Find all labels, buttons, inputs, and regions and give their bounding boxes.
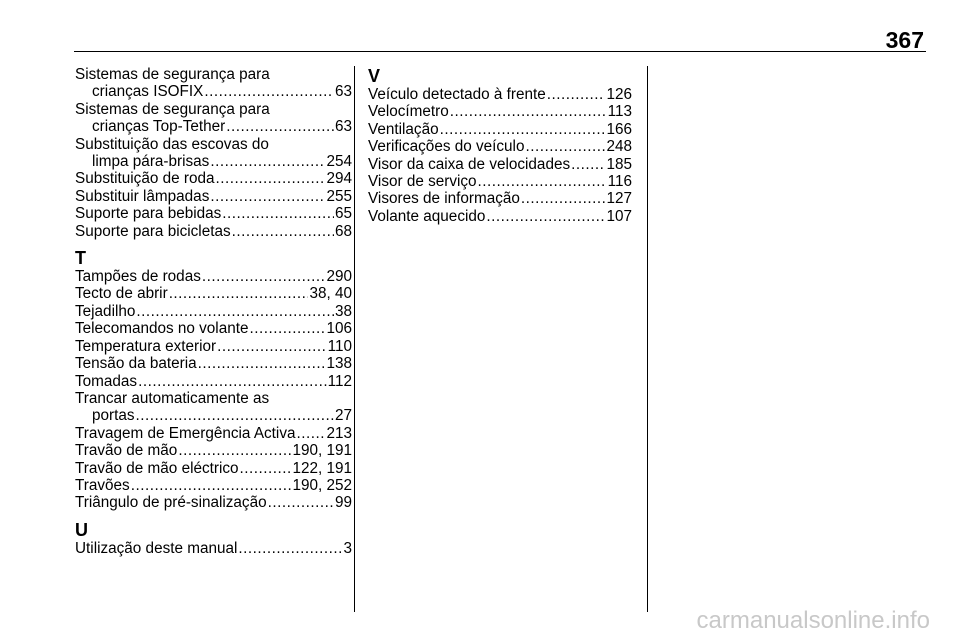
- index-entry-label: Travagem de Emergência Activa: [75, 424, 296, 442]
- index-entry-label: Visores de informação: [368, 190, 520, 208]
- index-entry-page: 112: [327, 372, 352, 390]
- index-entry-page: 116: [607, 173, 632, 191]
- index-entry-page: 110: [327, 337, 352, 355]
- dot-leader: [547, 86, 606, 103]
- dot-leader: [210, 153, 325, 170]
- index-entry-label: Volante aquecido: [368, 207, 486, 225]
- index-entry-page: 248: [606, 138, 632, 156]
- index-entry: [75, 188, 352, 205]
- index-entry-page: 107: [606, 207, 632, 225]
- dot-leader: [478, 173, 607, 190]
- index-entry-label: Tecto de abrir: [75, 285, 168, 303]
- index-entry-label: Substituição de roda: [75, 170, 215, 188]
- index-entry-page: 213: [326, 424, 352, 442]
- index-entry-page: 255: [326, 187, 352, 205]
- dot-leader: [217, 338, 326, 355]
- index-entry-label: Veículo detectado à frente: [368, 86, 546, 103]
- index-group-v: [368, 86, 632, 225]
- index-entry-label: Velocímetro: [368, 103, 449, 121]
- index-group-s: [75, 66, 352, 240]
- index-entry-page: 113: [607, 103, 632, 121]
- index-entry: [368, 173, 632, 190]
- index-entry-page: 63: [334, 118, 352, 136]
- index-entry: [368, 156, 632, 173]
- dot-leader: [169, 285, 309, 302]
- index-entry-page: 27: [334, 407, 352, 425]
- index-entry-page: 122, 191: [292, 459, 352, 477]
- index-entry-label: limpa pára-brisas: [92, 153, 210, 171]
- index-entry: [75, 303, 352, 320]
- index-entry: [75, 153, 352, 170]
- index-entry-page: 138: [326, 355, 352, 373]
- index-entry-page: 290: [326, 268, 352, 286]
- index-entry-page: 294: [326, 170, 352, 188]
- index-entry: [75, 494, 352, 511]
- dot-leader: [202, 268, 326, 285]
- index-entry-label: Tampões de rodas: [75, 268, 201, 286]
- index-entry: [75, 373, 352, 390]
- dot-leader: [571, 156, 605, 173]
- index-entry-page: 106: [326, 320, 352, 338]
- index-entry-page: 38, 40: [309, 285, 352, 303]
- index-entry: [75, 407, 352, 424]
- index-entry-label: Ventilação: [368, 120, 439, 138]
- index-entry-page: 63: [334, 83, 352, 101]
- index-entry-page: 190, 252: [292, 476, 352, 494]
- watermark: carmanualsonline.info: [696, 607, 930, 634]
- dot-leader: [450, 103, 607, 120]
- index-entry-label: Travão de mão: [75, 442, 178, 460]
- index-entry-label: portas: [92, 407, 135, 425]
- index-entry-page: 254: [326, 153, 352, 171]
- index-entry-page: 3: [343, 539, 352, 557]
- index-entry-label: Tensão da bateria: [75, 355, 197, 373]
- dot-leader: [226, 118, 334, 135]
- index-entry: [75, 355, 352, 372]
- dot-leader: [138, 373, 327, 390]
- index-entry: [75, 477, 352, 494]
- dot-leader: [238, 540, 342, 557]
- index-entry-label: Travão de mão eléctrico: [75, 459, 239, 477]
- column-divider-right: [647, 66, 648, 612]
- index-entry-label: Suporte para bebidas: [75, 205, 222, 223]
- index-letter-v: V: [368, 66, 381, 86]
- dot-leader: [232, 223, 334, 240]
- dot-leader: [521, 190, 606, 207]
- index-entry-label: Suporte para bicicletas: [75, 222, 231, 240]
- dot-leader: [486, 208, 605, 225]
- index-entry: [75, 268, 352, 285]
- index-entry: [368, 208, 632, 225]
- dot-leader: [136, 303, 334, 320]
- index-entry-label: Sistemas de segurança para: [75, 66, 270, 83]
- index-entry-label: Sistemas de segurança para: [75, 100, 270, 118]
- index-entry-label: crianças Top-Tether: [92, 118, 226, 136]
- column-divider-left: [354, 66, 355, 612]
- page-number: 367: [885, 27, 924, 53]
- dot-leader: [268, 494, 334, 511]
- index-entry-page: 190, 191: [292, 442, 352, 460]
- index-entry: [75, 170, 352, 187]
- dot-leader: [131, 477, 292, 494]
- index-entry: [75, 540, 352, 557]
- index-entry: [75, 425, 352, 442]
- index-entry: [75, 223, 352, 240]
- header-rule: [74, 51, 926, 52]
- dot-leader: [210, 188, 325, 205]
- index-column-1: [75, 66, 352, 557]
- index-entry: [75, 442, 352, 459]
- index-entry-label: Verificações do veículo: [368, 138, 525, 156]
- dot-leader: [222, 205, 334, 222]
- index-entry-page: 38: [334, 302, 352, 320]
- dot-leader: [136, 407, 334, 424]
- index-entry: [75, 285, 352, 302]
- index-entry-label: crianças ISOFIX: [92, 83, 204, 101]
- index-entry: [368, 86, 632, 103]
- index-entry: [75, 66, 352, 83]
- index-entry-page: 127: [606, 190, 632, 208]
- index-entry-label: Substituição das escovas do: [75, 135, 269, 153]
- index-letter-u: U: [75, 519, 88, 540]
- index-entry-page: 126: [606, 86, 632, 103]
- index-entry-page: 166: [606, 120, 632, 138]
- dot-leader: [215, 170, 325, 187]
- index-entry-label: Tomadas: [75, 372, 138, 390]
- dot-leader: [204, 83, 334, 100]
- index-entry: [368, 190, 632, 207]
- index-entry: [75, 205, 352, 222]
- index-entry: [75, 338, 352, 355]
- index-entry: [75, 460, 352, 477]
- dot-leader: [198, 355, 326, 372]
- index-entry-label: Temperatura exterior: [75, 337, 217, 355]
- index-entry: [368, 121, 632, 138]
- index-entry-label: Substituir lâmpadas: [75, 187, 210, 205]
- index-entry: [75, 101, 352, 118]
- dot-leader: [178, 442, 291, 459]
- dot-leader: [440, 121, 606, 138]
- dot-leader: [240, 460, 292, 477]
- index-entry: [75, 83, 352, 100]
- dot-leader: [525, 138, 605, 155]
- index-entry-label: Visor da caixa de velocidades: [368, 155, 571, 173]
- index-entry-label: Trancar automaticamente as: [75, 389, 270, 407]
- index-entry-page: 65: [334, 205, 352, 223]
- dot-leader: [297, 425, 326, 442]
- index-entry: [75, 390, 352, 407]
- index-entry-page: 99: [334, 494, 352, 512]
- index-entry: [75, 136, 352, 153]
- index-group-u: [75, 540, 352, 557]
- index-entry: [75, 118, 352, 135]
- index-entry-label: Tejadilho: [75, 302, 136, 320]
- index-entry: [75, 320, 352, 337]
- index-entry-label: Telecomandos no volante: [75, 320, 249, 338]
- dot-leader: [249, 320, 325, 337]
- index-group-t: [75, 268, 352, 512]
- index-entry-page: 185: [606, 155, 632, 173]
- index-entry-label: Triângulo de pré-sinalização: [75, 494, 267, 512]
- index-entry-label: Utilização deste manual: [75, 539, 238, 557]
- index-entry: [368, 103, 632, 120]
- index-entry-label: Travões: [75, 476, 130, 494]
- index-entry-page: 68: [334, 222, 352, 240]
- index-entry: [368, 138, 632, 155]
- index-entry-label: Visor de serviço: [368, 173, 477, 191]
- index-column-2: [368, 66, 632, 225]
- index-letter-t: T: [75, 248, 86, 269]
